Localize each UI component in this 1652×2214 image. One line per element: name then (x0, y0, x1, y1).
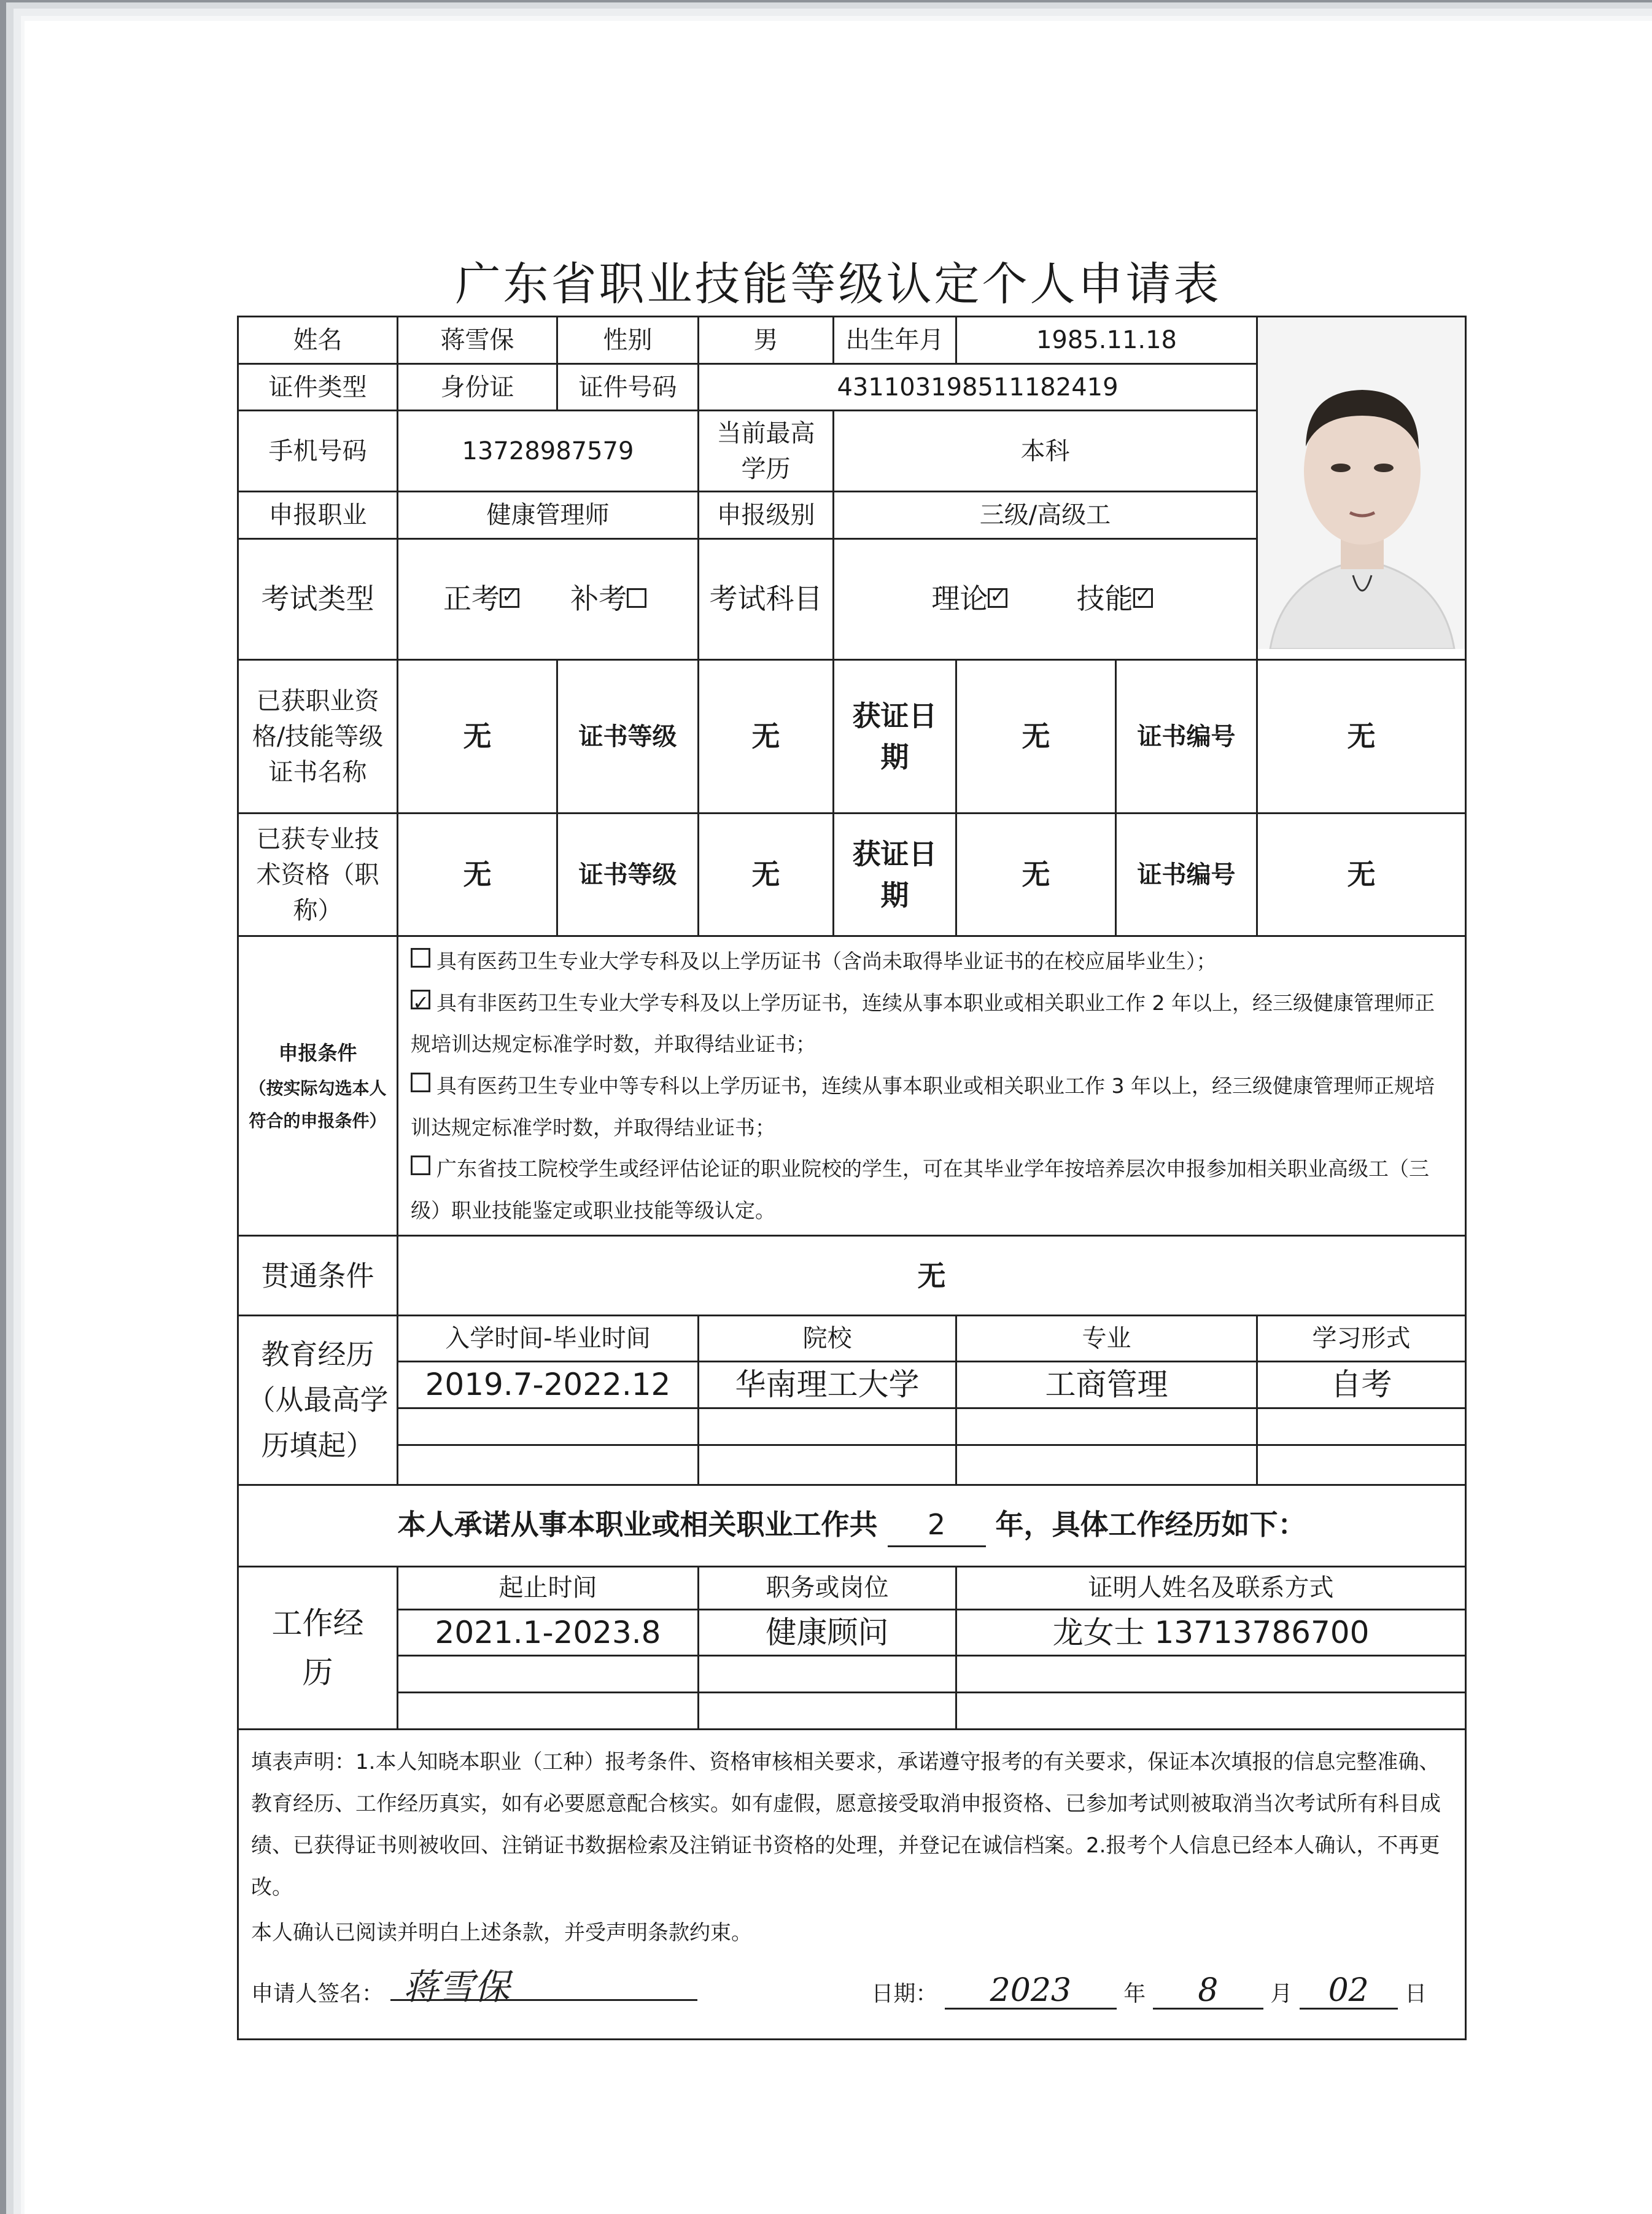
professional-cert-no-label: 证书编号 (1116, 814, 1257, 936)
id-type-label: 证件类型 (238, 363, 398, 411)
table-row (238, 1609, 1466, 1656)
table-row (238, 1445, 1466, 1485)
level-value: 三级/高级工 (834, 491, 1257, 538)
commitment-years: 2 (888, 1504, 986, 1547)
checkbox-checked-icon[interactable] (988, 588, 1007, 608)
exam-subject-label: 考试科目 (699, 538, 834, 659)
edu-header-mode: 学习形式 (1257, 1316, 1466, 1362)
education-label: 教育经历（从最高学历填起） (238, 1316, 398, 1485)
name-value: 蒋雪保 (398, 317, 557, 364)
professional-cert-grade-label: 证书等级 (557, 814, 699, 936)
work-period: 2021.1-2023.8 (398, 1609, 699, 1656)
exam-subject-skill: 技能 (1076, 582, 1133, 616)
vocational-cert-no-label: 证书编号 (1116, 660, 1257, 814)
phone-label: 手机号码 (238, 411, 398, 492)
edu-header-period: 入学时间-毕业时间 (398, 1316, 699, 1362)
job-label: 申报职业 (238, 491, 398, 538)
through-condition-label: 贯通条件 (238, 1236, 398, 1316)
condition-item: 具有医药卫生专业大学专科及以上学历证书（含尚未取得毕业证书的在校应届毕业生）； (411, 941, 1452, 982)
professional-cert-grade: 无 (699, 814, 834, 936)
work-label: 工作经历 (238, 1566, 398, 1730)
checkbox-checked-icon[interactable] (500, 588, 519, 608)
work-header-position: 职务或岗位 (699, 1566, 956, 1609)
checkbox-empty-icon[interactable] (411, 1156, 430, 1175)
date-year[interactable]: 2023 (945, 1978, 1117, 2010)
professional-cert-date: 无 (956, 814, 1116, 936)
condition-item: 具有医药卫生专业中等专科以上学历证书，连续从事本职业或相关职业工作 3 年以上，经三级健康管理师正规培训达规定标准学时数，并取得结业证书； (411, 1073, 1435, 1140)
vocational-cert-date: 无 (956, 660, 1116, 814)
edu-header-major: 专业 (956, 1316, 1257, 1362)
edu-header-school: 院校 (699, 1316, 956, 1362)
birth-value: 1985.11.18 (956, 317, 1257, 364)
id-number-label: 证件号码 (557, 363, 699, 411)
signature-label: 申请人签名： (251, 1981, 384, 2007)
conditions-list (398, 936, 1466, 1236)
vocational-cert-date-label: 获证日期 (834, 660, 956, 814)
vocational-cert-grade-label: 证书等级 (557, 660, 699, 814)
table-row (238, 1656, 1466, 1693)
table-row (238, 1693, 1466, 1730)
education-level-value: 本科 (834, 411, 1257, 492)
work-header-period: 起止时间 (398, 1566, 699, 1609)
vocational-cert-no: 无 (1257, 660, 1466, 814)
conditions-hint: （按实际勾选本人符合的申报条件） (249, 1078, 387, 1132)
exam-subject-theory: 理论 (931, 582, 988, 616)
work-witness: 龙女士 13713786700 (956, 1609, 1466, 1656)
declaration-block (238, 1730, 1466, 2040)
commitment-line: 本人承诺从事本职业或相关职业工作共 2 年，具体工作经历如下： (238, 1485, 1466, 1566)
gender-value: 男 (699, 317, 834, 364)
birth-label: 出生年月 (834, 317, 956, 364)
edu-school: 华南理工大学 (699, 1362, 956, 1408)
professional-cert-label: 已获专业技术资格（职称） (238, 814, 398, 936)
condition-item: 广东省技工院校学生或经评估论证的职业院校的学生，可在其毕业学年按培养层次申报参加相关职业高级工（三级）职业技能鉴定或职业技能等级认定。 (411, 1157, 1429, 1222)
work-header-witness: 证明人姓名及联系方式 (956, 1566, 1466, 1609)
exam-type-makeup: 补考 (570, 582, 627, 616)
condition-item: ✓具有非医药卫生专业大学专科及以上学历证书，连续从事本职业或相关职业工作 2 年以上，经三级健康管理师正规培训达规定标准学时数，并取得结业证书； (411, 982, 1452, 1065)
professional-cert-no: 无 (1257, 814, 1466, 936)
application-form (237, 316, 1467, 2040)
exam-type-formal: 正考 (443, 582, 500, 616)
professional-cert-date-label: 获证日期 (834, 814, 956, 936)
date-label: 日期： (871, 1981, 938, 2007)
job-value: 健康管理师 (398, 491, 699, 538)
portrait-photo (1258, 317, 1466, 649)
date-month[interactable]: 8 (1153, 1978, 1263, 2010)
signature-field[interactable] (390, 1966, 697, 2008)
level-label: 申报级别 (699, 491, 834, 538)
checkbox-empty-icon[interactable] (411, 1073, 430, 1092)
form-page (25, 21, 1652, 2214)
signature-row: 申请人签名： 蒋雪保 日期： 2023 年 8 月 02 日 (251, 1972, 1452, 2027)
exam-type-label: 考试类型 (238, 538, 398, 659)
edu-major: 工商管理 (956, 1362, 1257, 1408)
edu-period: 2019.7-2022.12 (398, 1362, 699, 1408)
vocational-cert-grade: 无 (699, 660, 834, 814)
education-level-label: 当前最高学历 (699, 411, 834, 492)
photo (1257, 317, 1466, 660)
vocational-cert-name: 无 (398, 660, 557, 814)
edu-mode: 自考 (1257, 1362, 1466, 1408)
conditions-label (238, 936, 398, 1236)
exam-subject-options (834, 538, 1257, 659)
checkbox-empty-icon[interactable] (627, 588, 646, 608)
page-title: 广东省职业技能等级认定个人申请表 (455, 258, 1222, 311)
checkbox-checked-icon[interactable] (1133, 588, 1153, 608)
date-day[interactable]: 02 (1300, 1978, 1398, 2010)
declaration-text: 填表声明：1.本人知晓本职业（工种）报考条件、资格审核相关要求，承诺遵守报考的有关要求，保证本次填报的信息完整准确、教育经历、工作经历真实，如有必要愿意配合核实。如有虚假，愿意接受取消申报资格、已参加考试则被取消当次考试所有科目成绩、已获得证书则被收回、注销证书数据检索及注销证书资格的处理，并登记在诚信档案。2.报考个人信息已经本人确认，不再更改。 (251, 1750, 1441, 1900)
professional-cert-name: 无 (398, 814, 557, 936)
exam-type-options (398, 538, 699, 659)
gender-label: 性别 (557, 317, 699, 364)
work-position: 健康顾问 (699, 1609, 956, 1656)
id-type-value: 身份证 (398, 363, 557, 411)
table-row (238, 1362, 1466, 1408)
checkbox-checked-icon[interactable] (411, 990, 430, 1009)
through-condition-value: 无 (398, 1236, 1466, 1316)
checkbox-empty-icon[interactable] (411, 948, 430, 968)
vocational-cert-label: 已获职业资格/技能等级证书名称 (238, 660, 398, 814)
declaration-confirm: 本人确认已阅读并明白上述条款，并受声明条款约束。 (251, 1921, 752, 1946)
table-row (238, 1408, 1466, 1445)
signature-handwriting: 蒋雪保 (403, 1966, 510, 2008)
name-label: 姓名 (238, 317, 398, 364)
conditions-title: 申报条件 (278, 1041, 357, 1065)
phone-value: 13728987579 (398, 411, 699, 492)
id-number-value: 431103198511182419 (699, 363, 1257, 411)
